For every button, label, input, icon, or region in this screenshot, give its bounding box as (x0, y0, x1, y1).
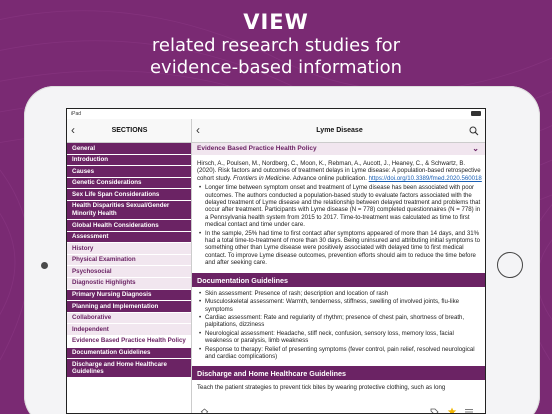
section-item[interactable]: Assessment (67, 232, 191, 244)
section-item[interactable]: Documentation Guidelines (67, 348, 191, 360)
section-item[interactable]: Global Health Considerations (67, 220, 191, 232)
topic-content (192, 143, 486, 414)
section-item[interactable]: Psychosocial (67, 266, 191, 278)
citation-text: Hirsch, A., Poulsen, M., Nordberg, C., Moon, K., Rebman, A., Aucott, J., Heaney, C., & Schwartz, B. (2020). Risk factors and outcomes of treatment delays in Lyme disease: A population-based retrospective cohort study. (197, 160, 481, 182)
section-item[interactable]: History (67, 243, 191, 255)
section-item[interactable]: Evidence Based Practice Health Policy (67, 336, 191, 348)
home-icon[interactable] (200, 408, 209, 414)
list-item: • Skin assessment: Presence of rash; description and location of rash (197, 290, 482, 297)
section-item[interactable]: Causes (67, 166, 191, 178)
discharge-text: Teach the patient strategies to prevent tick bites by wearing protective clothing, such as long (197, 384, 446, 392)
home-button[interactable] (497, 252, 523, 278)
search-icon[interactable] (469, 126, 479, 136)
citation-journal: Frontiers in Medicine (233, 174, 290, 182)
section-item[interactable]: Collaborative (67, 313, 191, 325)
back-chevron-icon[interactable]: ‹ (71, 123, 75, 137)
citation (192, 155, 486, 182)
section-item[interactable]: Introduction (67, 155, 191, 167)
hero-title: VIEW (243, 10, 309, 34)
sections-title: SECTIONS (111, 127, 148, 134)
back-chevron-icon[interactable]: ‹ (196, 123, 200, 137)
sections-navbar (67, 119, 192, 143)
documentation-header[interactable]: Documentation Guidelines (192, 273, 486, 287)
expand-chevron-icon[interactable]: ⌄ (472, 144, 479, 153)
list-item: • Neurological assessment: Headache, stiff neck, confusion, sensory loss, memory loss, facial weakness or paralysis, limb weakness (197, 330, 482, 345)
section-item[interactable]: Planning and Implementation (67, 301, 191, 313)
ebp-header[interactable] (192, 143, 486, 155)
topic-title: Lyme Disease (316, 127, 363, 134)
section-item[interactable]: General (67, 143, 191, 155)
section-item[interactable]: Discharge and Home Healthcare Guidelines (67, 359, 191, 378)
discharge-header[interactable]: Discharge and Home Healthcare Guidelines (192, 366, 486, 380)
hero-subtitle-line1: related research studies for (151, 35, 401, 56)
ebp-bullets (192, 182, 486, 269)
list-item: • In the sample, 25% had time to first contact after symptoms appeared of more than 14 days, and 31% had a total time-to-treatment of more than 30 days. Being uninsured and attributing initial symptoms to something other than Lyme disease were positively associated with delayed time to first medical contact. To improve Lyme disease outcomes, prevention efforts should aim to reduce the time before and after seeking care. (197, 230, 482, 267)
list-item: • Response to therapy: Relief of presenting symptoms (fever control, pain relief, resolved neurological and cardiac complications) (197, 346, 482, 361)
battery-icon (471, 111, 481, 116)
hero-banner (0, 10, 552, 79)
sections-list (67, 143, 192, 414)
citation-link[interactable]: https://doi.org/10.3389/fmed.2020.560018 (368, 174, 482, 182)
list-item: • Musculoskeletal assessment: Warmth, tenderness, stiffness, swelling of involved joints, flu-like symptoms (197, 298, 482, 313)
section-item[interactable]: Diagnostic Highlights (67, 278, 191, 290)
list-item: • Cardiac assessment: Rate and regularity of rhythm; presence of chest pain, shortness of breath, palpitations, dizziness (197, 314, 482, 329)
app-screen (66, 108, 486, 414)
list-item: • Longer time between symptom onset and treatment of Lyme disease has been associated with poor outcomes. The authors conducted a population-based study to evaluate factors associated with the delayed treatment of Lyme disease and the relationship between delayed treatment and problems that occur after treatment. Participants with Lyme disease (N = 778) completed questionnaires (N = 778) in a Pennsylvania health system from 2015 to 2017. Time-to-treatment was calculated as time to first medical contact and time under care. (197, 184, 482, 228)
status-bar (67, 109, 486, 119)
documentation-bullets (192, 287, 486, 364)
status-device: iPad (71, 111, 82, 117)
section-item[interactable]: Genetic Considerations (67, 178, 191, 190)
camera (41, 262, 48, 269)
citation-text-end: . Advance online publication. (289, 174, 367, 182)
section-item[interactable]: Health Disparities Sexual/Gender Minority Health (67, 201, 191, 220)
section-item[interactable]: Sex Life Span Considerations (67, 189, 191, 201)
ebp-header-label: Evidence Based Practice Health Policy (197, 145, 317, 152)
section-item[interactable]: Independent (67, 324, 191, 336)
hero-subtitle-line2: evidence-based information (149, 57, 403, 78)
section-item[interactable]: Primary Nursing Diagnosis (67, 290, 191, 302)
list-icon[interactable] (464, 408, 474, 414)
section-item[interactable]: Physical Examination (67, 255, 191, 267)
tag-icon[interactable] (430, 408, 439, 414)
topic-navbar (192, 119, 486, 143)
bottom-toolbar (192, 407, 486, 414)
star-icon[interactable] (447, 407, 457, 414)
